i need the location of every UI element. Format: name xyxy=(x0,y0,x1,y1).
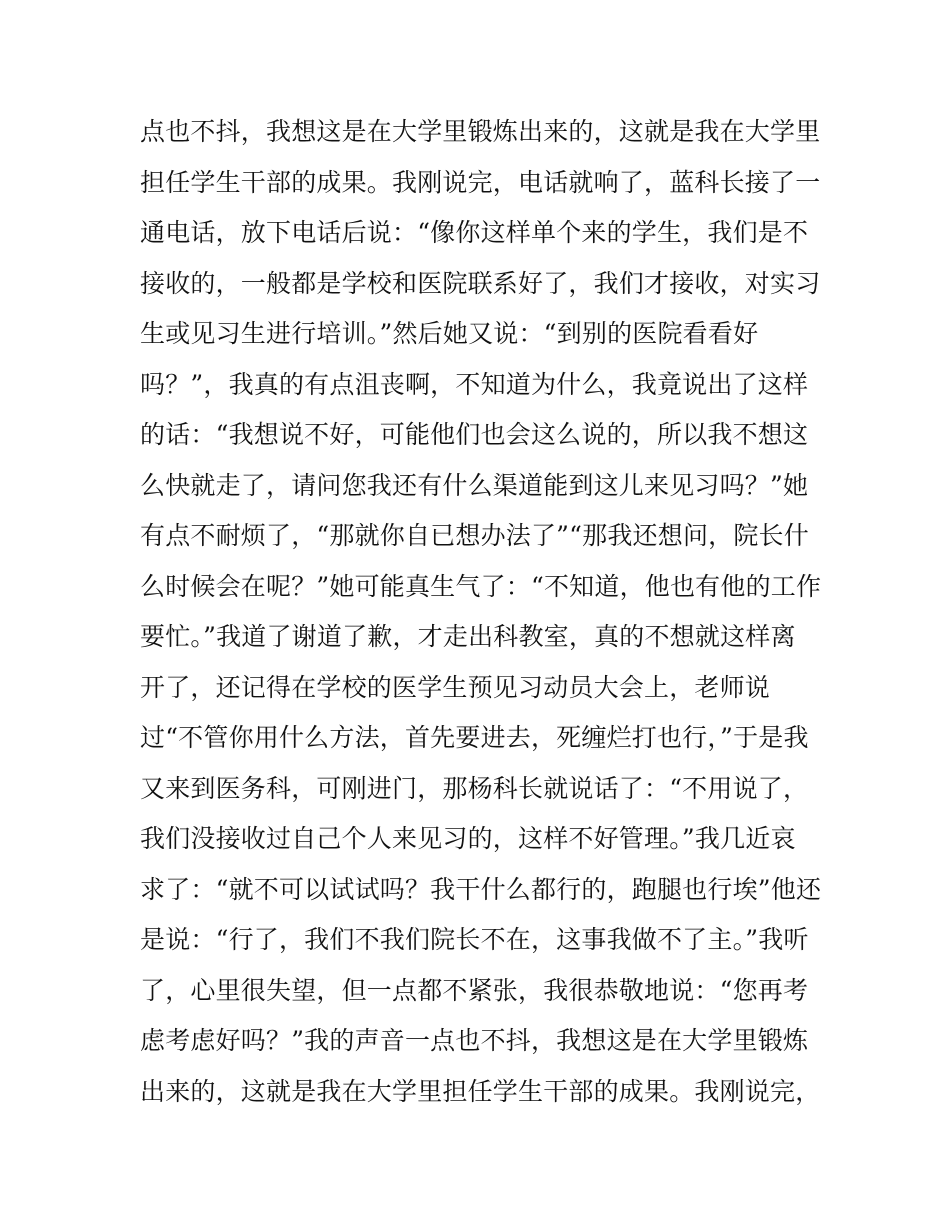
text-line: 又来到医务科，可刚进门，那杨科长就说话了：“不用说了， xyxy=(140,773,809,803)
text-line: 了，心里很失望，但一点都不紧张，我很恭敬地说：“您再考 xyxy=(140,975,809,1005)
text-line: 开了，还记得在学校的医学生预见习动员大会上，老师说 xyxy=(140,672,771,702)
text-line: 么时候会在呢？”她可能真生气了：“不知道，他也有他的工作 xyxy=(140,571,822,601)
text-line: 虑考虑好吗？”我的声音一点也不抖，我想这是在大学里锻炼 xyxy=(140,1026,809,1055)
text-line: 的话：“我想说不好，可能他们也会这么说的，所以我不想这 xyxy=(140,420,809,449)
text-line: 求了：“就不可以试试吗？我干什么都行的，跑腿也行埃”他还 xyxy=(140,874,822,904)
text-line: 吗？”，我真的有点沮丧啊，不知道为什么，我竟说出了这样 xyxy=(140,369,809,399)
text-line: 生或见习生进行培训。”然后她又说：“到别的医院看看好 xyxy=(140,319,759,348)
text-line: 我们没接收过自己个人来见习的，这样不好管理。”我几近哀 xyxy=(140,824,796,853)
text-line: 接收的，一般都是学校和医院联系好了，我们才接收，对实习 xyxy=(140,268,821,298)
body-text xyxy=(140,107,820,1117)
text-line: 过“不管你用什么方法，首先要进去，死缠烂打也行，”于是我 xyxy=(140,723,809,752)
text-line: 么快就走了，请问您我还有什么渠道能到这儿来见习吗？”她 xyxy=(140,470,809,500)
text-line: 有点不耐烦了，“那就你自已想办法了”“那我还想问，院长什 xyxy=(140,521,809,550)
text-line: 要忙。”我道了谢道了歉，才走出科教室，真的不想就这样离 xyxy=(140,622,796,651)
text-line: 是说：“行了，我们不我们院长不在，这事我做不了主。”我听 xyxy=(140,925,809,954)
text-line: 担任学生干部的成果。我刚说完，电话就响了，蓝科长接了一 xyxy=(140,167,821,197)
text-line: 通电话，放下电话后说：“像你这样单个来的学生，我们是不 xyxy=(140,218,809,247)
text-line: 点也不抖，我想这是在大学里锻炼出来的，这就是我在大学里 xyxy=(140,117,821,146)
text-line: 出来的，这就是我在大学里担任学生干部的成果。我刚说完， xyxy=(140,1076,821,1106)
